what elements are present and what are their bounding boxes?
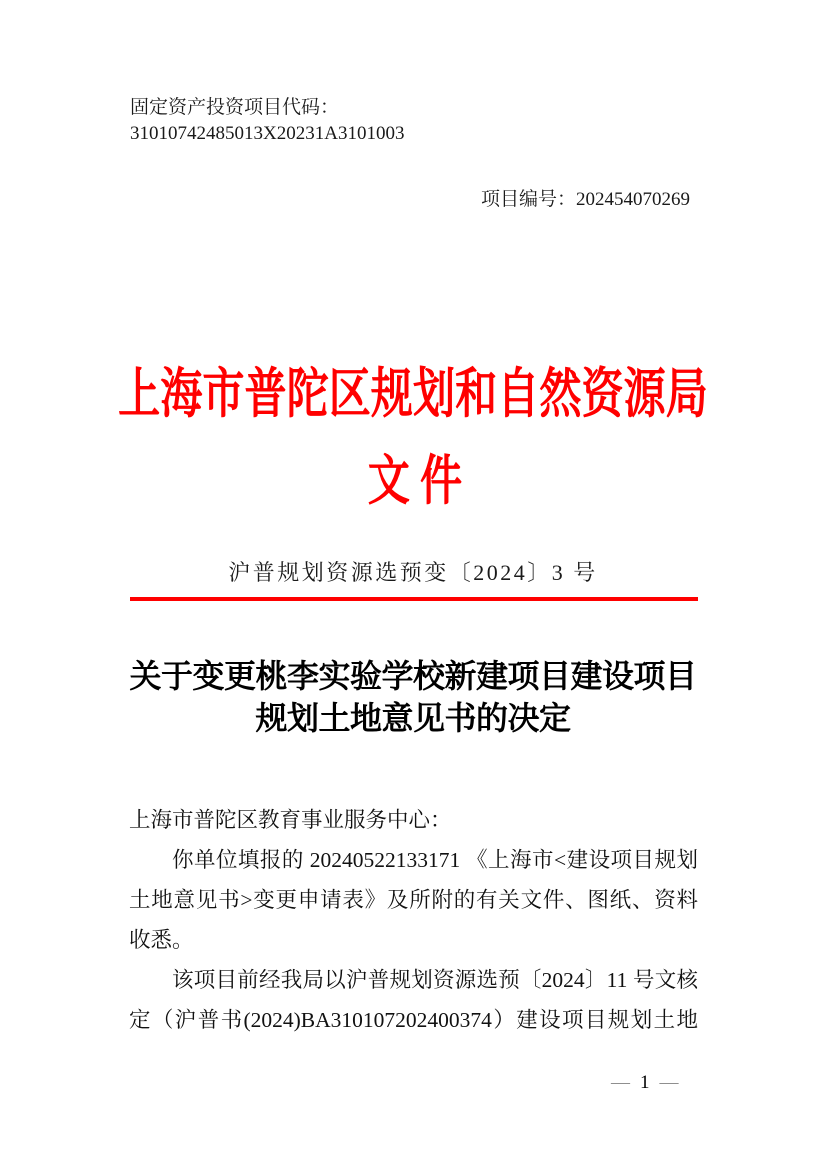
document-title-line2: 规划土地意见书的决定	[255, 700, 571, 736]
project-number-label: 项目编号：	[480, 189, 576, 210]
page-number	[611, 1072, 679, 1094]
letterhead	[0, 351, 826, 428]
project-code-value: 31010742485013X20231A3101003	[130, 123, 405, 144]
project-number-line	[481, 184, 690, 211]
document-title	[129, 655, 697, 739]
document-body	[129, 800, 698, 1040]
page-number-value: 1	[640, 1072, 650, 1093]
project-code-block	[130, 95, 404, 147]
document-title-line1: 关于变更桃李实验学校新建项目建设项目	[129, 658, 697, 694]
project-code-label: 固定资产投资项目代码：	[130, 97, 340, 118]
agency-name-heading: 上海市普陀区规划和自然资源局	[118, 364, 708, 424]
doc-type-block	[0, 438, 826, 515]
body-line: 你单位填报的 20240522133171 《上海市<建设项目规划	[172, 848, 698, 872]
body-line: 土地意见书>变更申请表》及所附的有关文件、图纸、资料	[129, 888, 698, 912]
body-line: 收悉。	[129, 928, 194, 952]
body-line: 该项目前经我局以沪普规划资源选预〔2024〕11 号文核	[172, 968, 698, 992]
project-number-value: 202454070269	[576, 189, 690, 210]
page-number-dash-right: —	[659, 1072, 679, 1093]
page-number-dash-left: —	[611, 1072, 630, 1093]
doc-type-heading: 文件	[367, 451, 472, 511]
salutation-line: 上海市普陀区教育事业服务中心：	[129, 808, 452, 832]
body-line: 定（沪普书(2024)BA310107202400374）建设项目规划土地	[129, 1008, 698, 1032]
document-number: 沪普规划资源选预变〔2024〕3 号	[228, 560, 598, 585]
red-divider-line	[130, 597, 698, 601]
